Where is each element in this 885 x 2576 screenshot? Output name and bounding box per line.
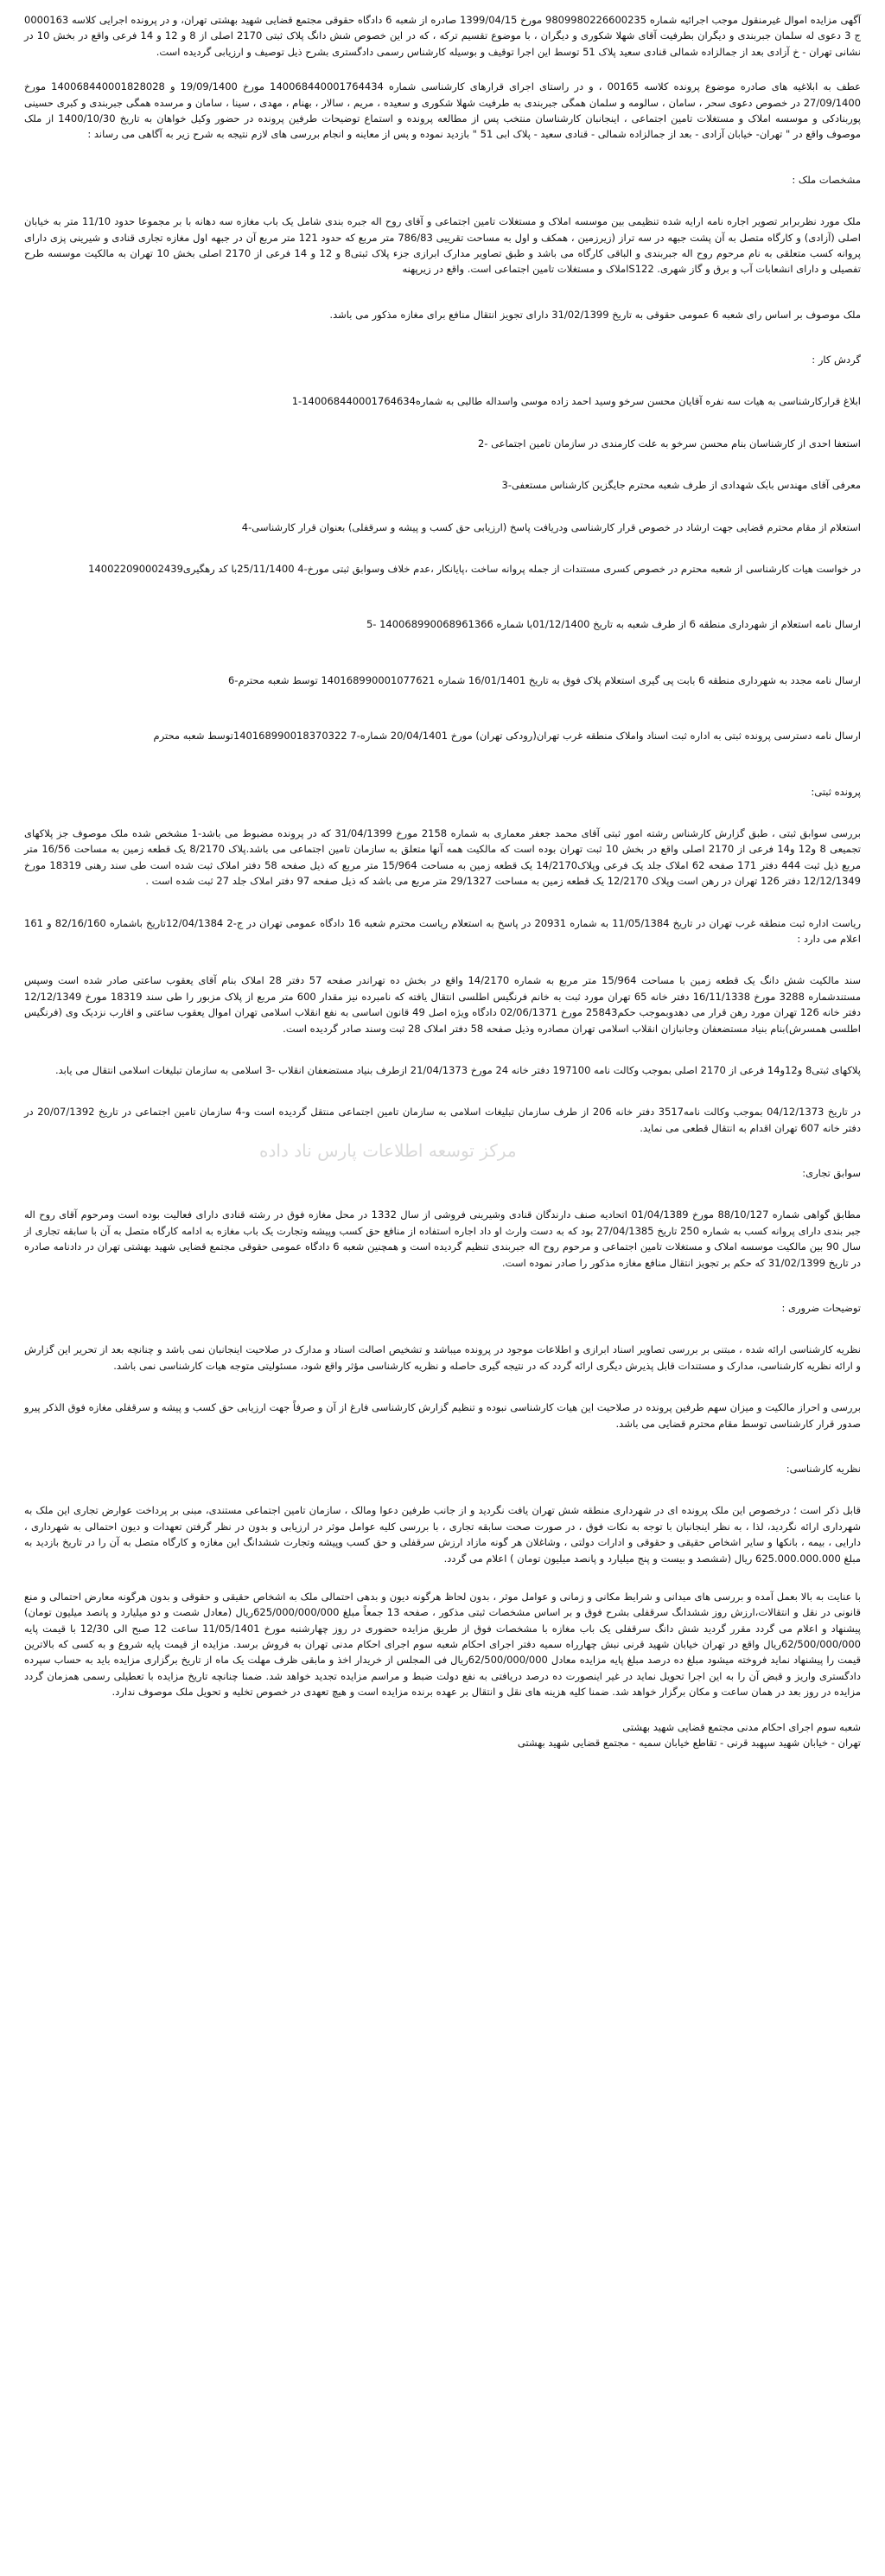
court-branch-line: شعبه سوم اجرای احکام مدنی مجتمع قضایی شهید بهشتی <box>622 1720 861 1733</box>
report-heading: گردش کار : <box>812 354 861 367</box>
property-specs-heading: مشخصات ملک : <box>792 173 861 186</box>
report-item: در خواست هیات کارشناسی از شعبه محترم در خصوص کسری مستندات از جمله پروانه ساخت ،پایانکار ،عدم خلاف وسوابق ثبتی مورخ-4 25/11/1400با کد رهگیری140022090002439 <box>88 563 861 576</box>
report-item: معرفی آقای مهندس بابک شهدادی از طرف شعبه محترم جایگزین کارشناس مستعفی-3 <box>501 479 861 492</box>
notes-heading: توضیحات ضروری : <box>781 1302 861 1315</box>
watermark: مرکز توسعه اطلاعات پارس ناد داده <box>259 1140 517 1161</box>
report-item: ارسال نامه دسترسی پرونده ثبتی به اداره ثبت اسناد واملاک منطقه غرب تهران(رودکی تهران) مورخ 20/04/1401 شماره-7 140168990018370322توسط شعبه محترم <box>153 730 861 743</box>
intro-paragraph: آگهی مزایده اموال غیرمنقول موجب اجرائیه شماره 9809980226600235 مورخ 1399/04/15 صادره از شعبه 6 دادگاه حقوقی مجتمع قضایی شهید بهشتی تهران، و در پرونده اجرایی کلاسه 0000163 ج 3 دعوی له سلمان جبربندی و دیگران بطرفیت آقای شهلا شکوری و دیگران ، با موضوع تقسیم ترکه ، که در این خصوص شش دانگ پلاک ثبتی 2170 اصلی از 8 و 12 و 14 فرعی واقع در بخش 10 در نشانی تهران - خ آزادی بعد از جمالزاده شمالی قنادی سعید پلاک 51 توسط این اجرا توقیف و بوسیله کارشناس رسمی دادگستری بشرح ذیل توصیف و ارزیابی گردیده است. <box>24 14 861 58</box>
notes-paragraph-1: نظریه کارشناسی ارائه شده ، مبتنی بر بررسی تصاویر اسناد ابرازی و اطلاعات موجود در پرونده میباشد و تشخیص اصالت اسناد و مدارک در صلاحیت اینجانبان نمی باشد و چنانچه بعد از تحریر این گزارش و ارائه نظریه کارشناسی، مدارک و مستندات قابل پذیرش دیگری ارائه گردد که در نتیجه گیری حاصله و نظریه کارشناسی مؤثر واقع شود، مسئولیتی متوجه هیات کارشناسی نمی باشد. <box>24 1343 861 1372</box>
registry-item: ریاست اداره ثبت منطقه غرب تهران در تاریخ 11/05/1384 به شماره 20931 در پاسخ به استعلام ریاست محترم شعبه 16 دادگاه عمومی تهران در ج-2 12/04/1384تاریخ باشماره 82/16/160 و 161 اعلام می دارد : <box>24 916 861 945</box>
expert-opinion-paragraph: قابل ذکر است ؛ درخصوص این ملک پرونده ای در شهرداری منطقه شش تهران یافت نگردید و از جانب طرفین دعوا ومالک ، سازمان تامین اجتماعی مستندی، مبنی بر پرداخت عوارض تجاری این ملک به شهرداری ارائه نگردید، لذا ، به نظر اینجانبان با توجه به نکات فوق ، در صورت صحت سابقه تجاری ، با بررسی کلیه عوامل موثر در ارزیابی و بدون در نظر گرفتن تعهدات و دیون احتمالی به شهرداری ، دارایی ، بیمه ، بانکها و سایر اشخاص حقیقی و حقوقی و ادارات دولتی ، وشاغلان هر گونه مازاد ارزش سرقفلی و حق کسب وپیشه وتجارت ششدانگ این مغازه و کارگاه متصل به آن را در تاریخ بازدید به مبلغ 625.000.000.000 ریال (ششصد و بیست و پنج میلیارد و پانصد میلیون تومان ) اعلام می گردد. <box>24 1504 861 1565</box>
report-item: استعلام از مقام محترم قضایی جهت ارشاد در خصوص قرار کارشناسی ودریافت پاسخ (ارزیابی حق کسب و پیشه و سرقفلی) بعنوان قرار کارشناسی-4 <box>241 520 861 533</box>
court-address-line: تهران - خیابان شهید سپهبد قرنی - تقاطع خیابان سمیه - مجتمع قضایی شهید بهشتی <box>517 1737 861 1750</box>
expert-opinion-heading: نظریه کارشناسی: <box>786 1462 861 1475</box>
report-item: ارسال نامه مجدد به شهرداری منطقه 6 بابت پی گیری استعلام پلاک فوق به تاریخ 16/01/1401 شماره 140168990001077621 توسط شعبه محترم-6 <box>228 673 861 686</box>
report-item: ارسال نامه استعلام از شهرداری منطقه 6 از طرف شعبه به تاریخ 01/12/1400با شماره 140068990068961366 -5 <box>366 618 861 631</box>
report-item: ابلاغ قرارکارشناسی به هیات سه نفره آقایان محسن سرخو وسید احمد زاده موسی واسداله طالبی به شماره140068440001764634-1 <box>291 395 861 408</box>
property-specs-paragraph-2: ملک موصوف بر اساس رای شعبه 6 عمومی حقوقی به تاریخ 31/02/1399 دارای تجویز انتقال منافع برای مغازه مذکور می باشد. <box>329 308 861 321</box>
registry-item: پلاکهای ثبتی8 و12و14 فرعی از 2170 اصلی بموجب وکالت نامه 197100 دفتر خانه 24 مورخ 21/04/1373 ازطرف بنیاد مستضعفان انقلاب -3 اسلامی به سازمان تبلیغات اسلامی انتقال می یابد. <box>54 1063 861 1076</box>
trade-history-paragraph: مطابق گواهی شماره 88/10/127 مورخ 01/04/1389 اتحادیه صنف دارندگان قنادی وشیرینی فروشی از سال 1332 در محل مغازه فوق در رشته قنادی دارای فعالیت بوده است ومرحوم آقای روح اله جبر بندی دارای پروانه کسب به شماره 250 تاریخ 27/04/1385 بود که به دست وارث او داد اجاره استفاده از منافع حق کسب وپیشه وتجارت یک باب مغازه به ادامه کارگاه متصل به آن با سابقه تجاری از سال 90 بین مالکیت موسسه املاک و مستغلات تامین اجتماعی و مرحوم روح اله جبربندی تنظیم گردیده است و همچنین شعبه 6 دادگاه عمومی حقوقی مجتمع قضایی شهید بهشتی تهران در دادنامه صادره در تاریخ 31/02/1399 که حکم بر تجویز انتقال منافع مغازه مذکور را صادر نموده است. <box>24 1208 861 1269</box>
report-item: استعفا احدی از کارشناسان بنام محسن سرخو به علت کارمندی در سازمان تامین اجتماعی -2 <box>477 437 861 450</box>
registry-heading: پرونده ثبتی: <box>811 785 861 798</box>
expert-report-intro: عطف به ابلاغیه های صادره موضوع پرونده کلاسه 00165 ، و در راستای اجرای قرارهای کارشناسی شماره 140068440001764434 مورخ 19/09/1400 و 140068440001828028 مورخ 27/09/1400 در خصوص دعوی سحر ، سامان ، سالومه و سلمان همگی جبربندی به طرفیت شهلا شکوری و سعیده ، مریم ، سالار ، بهنام ، مهدی ، سینا ، سامان و مرسده همگی جبربندی و کبری حسینی پوربنادکی و موسسه املاک و مستغلات تامین اجتماعی ، اینجانبان کارشناسان منتخب پس از مطالعه پرونده و استماع توضیحات طرفین پرونده در حضور وکیل خواهان به تاریخ 1400/10/30 از ملک موصوف واقع در " تهران- خیابان آزادی - بعد از جمالزاده شمالی - قنادی سعید - پلاک ابی 51 " بازدید نموده و پس از معاینه و انجام بررسی های لازم نتیجه به شرح زیر به آگاهی می رساند : <box>24 80 862 141</box>
property-specs-paragraph-1: ملک مورد نظربرابر تصویر اجاره نامه ارایه شده تنظیمی بین موسسه املاک و مستغلات تامین اجتماعی و آقای روح اله جبره بندی شامل یک باب مغازه سه دهانه با بر مجموعا حدود 11/10 متر به خیابان اصلی (آزادی) و کارگاه متصل به آن پشت جبهه در سه تراز (زیرزمین ، همکف و اول به مساحت تقریبی 786/83 متر مربع که حدود 121 متر مربع آن در جبهه اول مغازه تجاری قنادی و شیرینی پزی دارای پروانه کسب متعلقی به نام مرحوم روح اله جبربندی و الباقی کارگاه می باشد و طبق تصاویر مدارک ابرازی جزء پلاک ثبتی8 و 12 و 14 فرعی از 2170 اصلی بخش 10 تهران به مالکیت موسسه طرح تفصیلی و دارای انشعابات آب و برق و گاز شهری. S122املاک و مستغلات تامین اجتماعی است. واقع در زیرپهنه <box>24 215 861 276</box>
registry-item: سند مالکیت شش دانگ یک قطعه زمین با مساحت 15/964 متر مربع به شماره 14/2170 واقع در بخش ده تهراندر صفحه 57 دفتر 28 املاک بنام آقای یعقوب ساعتی صادر شده است وسپس مستندشماره 3288 مورخ 16/11/1338 دفتر خانه 65 تهران مورد ثبت به خانم فرنگیس اطلسی انتقال یافته که نامبرده نیز مقدار 600 متر مربع از پلاک مزبور را طی سند 18319 مورخ 12/12/1349 دفتر خانه 126 تهران مورد رهن قرار می دهدوبموجب حکم25843 مورخ 02/06/1371 دادگاه ویژه اصل 49 قانون اساسی به نفع انقلاب اسلامی تهران اموال یعقوب ساعتی و اقارب نزدیک وی (فرنگیس اطلسی همسرش)بنام بنیاد مستضعفان وجانبازان انقلاب اسلامی تهران مصادره وذیل صفحه 58 دفتر املاک 28 ثبت وسند صادر گردیده است. <box>24 974 862 1035</box>
notes-paragraph-2: بررسی و احراز مالکیت و میزان سهم طرفین پرونده در صلاحیت این هیات کارشناسی نبوده و تنظیم گزارش کارشناسی فارغ از آن و صرفاً جهت ارزیابی حق کسب و پیشه و سرقفلی مغازه فوق الذکر پیرو صدور قرار کارشناسی توسط مقام محترم قضایی می باشد. <box>24 1401 861 1430</box>
trade-history-heading: سوابق تجاری: <box>802 1167 861 1180</box>
registry-item: در تاریخ 04/12/1373 بموجب وکالت نامه3517 دفتر خانه 206 از طرف سازمان تبلیغات اسلامی به سازمان تامین اجتماعی منتقل گردیده است و-4 سازمان تامین اجتماعی در تاریخ 20/07/1392 در دفتر خانه 607 تهران اقدام به انتقال قطعی می نماید. <box>24 1106 861 1134</box>
registry-item: بررسی سوابق ثبتی ، طبق گزارش کارشناس رشته امور ثبتی آقای محمد جعفر معماری به شماره 2158 مورخ 31/04/1399 که در پرونده مضبوط می باشد-1 مشخص شده ملک موصوف جز پلاکهای تجمیعی 8 و12 و14 فرعی از 2170 اصلی واقع در بخش 10 ثبت تهران بوده است که مالکیت همه آنها متعلق به سازمان تامین اجتماعی می باشد.پلاک 8/2170 یک قطعه زمین به مساحت 16/56 متر مربع ذیل ثبت 444 دفتر 171 صفحه 62 املاک جلد یک فرعی وپلاک14/2170 یک قطعه زمین به مساحت 15/964 متر مربع که ذیل صفحه 58 دفتر املاک ثبت شده است طی سند رهنی 18319 مورخ 12/12/1349 دفتر 126 تهران در رهن است وپلاک 12/2170 یک قطعه زمین به مساحت 29/1327 متر مربع می باشد که ذیل صفحه 97 دفتر املاک جلد 27 ثبت شده است . <box>24 826 862 888</box>
auction-terms-paragraph: با عنایت به بالا بعمل آمده و بررسی های میدانی و شرایط مکانی و زمانی و عوامل موثر ، بدون لحاظ هرگونه دیون و بدهی احتمالی ملک به اشخاص حقیقی و حقوقی و بدون هرگونه معارض احتمالی و منع قانونی در نقل و انتقالات،ارزش روز ششدانگ سرقفلی بشرح فوق و بر اساس مشخصات ثبتی مذکور ، صفحه 13 جمعاً مبلغ 625/000/000/000ریال (معادل شصت و دو میلیارد و پانصد میلیون تومان) پیشنهاد و اعلام می گردد مقرر گردید شش دانگ سرقفلی یک باب مغازه با مشخصات فوق از طریق مزایده حضوری در روز چهارشنبه مورخ 11/05/1401 ساعت 12 صبح الی 12/30 با قیمت پایه 62/500/000/000ریال واقع در تهران خیابان شهید قرنی نبش چهارراه سمیه دفتر اجرای احکام شعبه سوم اجرای احکام مدنی تهران به فروش برسد. مزایده از قیمت پایه شروع و به کسی که بالاترین قیمت را پیشنهاد نماید فروخته میشود مبلغ ده درصد مبلغ پایه مزایده معادل 62/500/000/000ریال فی المجلس از خریدار اخذ و مابقی ظرف مهلت یک ماه از تاریخ برگزاری مزایده باید به حساب سپرده دادگستری واریز و قبض آن را به این اجرا تحویل نماید در غیر اینصورت ده درصد دریافتی به نفع دولت ضبط و مراسم مزایده تجدید خواهد شد. ضمنا چنانچه تاریخ مزایده با تعطیلی رسمی همزمان گردد مزایده در روز بعد در همان ساعت و مکان برگزار خواهد شد. ضمنا کلیه هزینه های نقل و انتقال بر عهده برنده مزایده است و هیچ تعهدی در خصوص تخلیه و تحویل ملک موصوف ندارد. <box>24 1590 861 1699</box>
